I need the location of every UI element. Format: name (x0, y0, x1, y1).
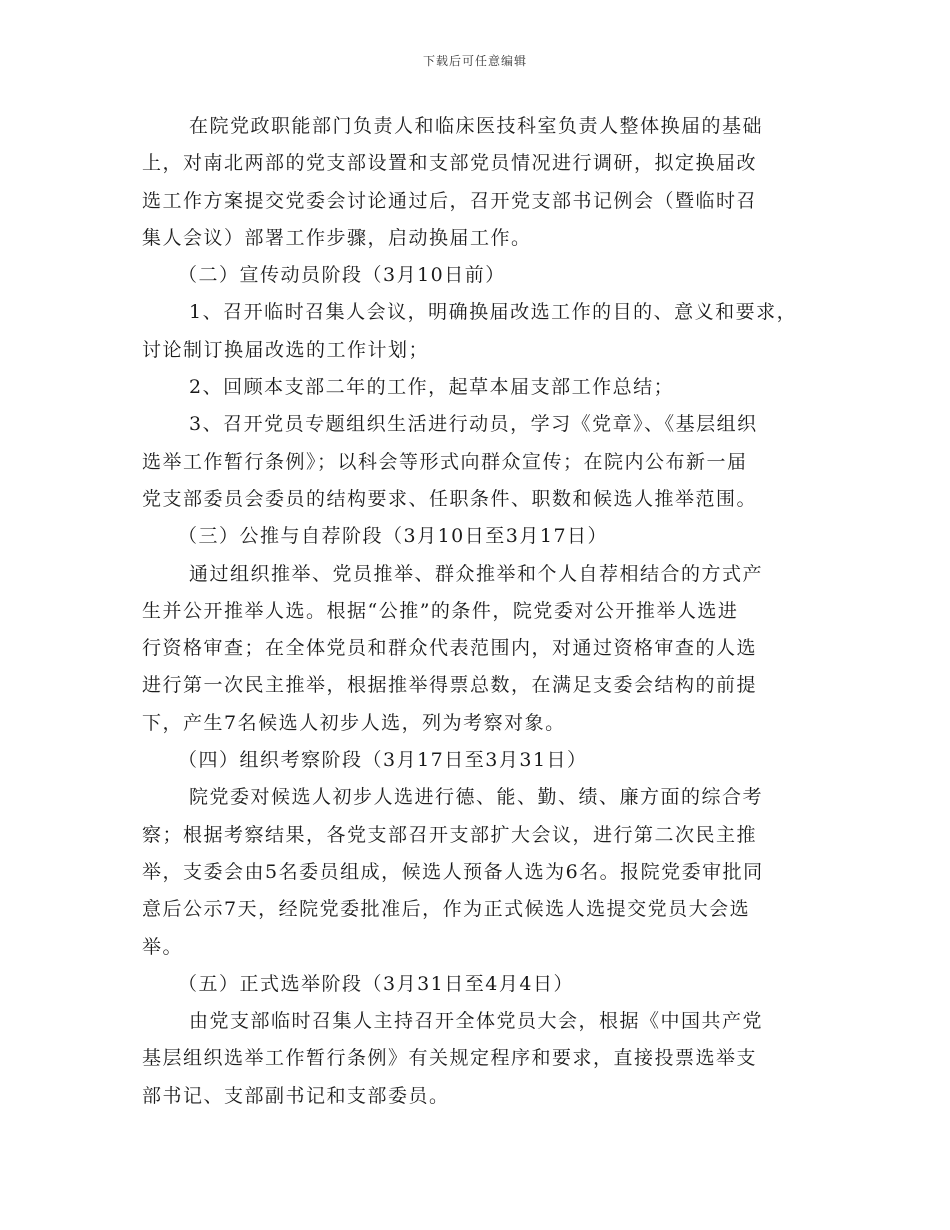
document-line: 意后公示7天，经院党委批准后，作为正式候选人选提交党员大会选 (142, 898, 751, 921)
document-line: 举。 (142, 935, 184, 958)
document-line: 选工作方案提交党委会讨论通过后，召开党支部书记例会（暨临时召 (142, 189, 758, 212)
document-line: 基层组织选举工作暂行条例》有关规定程序和要求，直接投票选举支 (142, 1047, 758, 1070)
document-line: 通过组织推举、党员推举、群众推举和个人自荐相结合的方式产 (189, 562, 764, 585)
document-line: 2、回顾本支部二年的工作，起草本届支部工作总结； (189, 376, 675, 399)
document-line: 举，支委会由5名委员组成，候选人预备人选为6名。报院党委审批同 (142, 860, 764, 883)
document-line: 1、召开临时召集人会议，明确换届改选工作的目的、意义和要求， (189, 301, 798, 324)
document-line: 3、召开党员专题组织生活进行动员，学习《党章》、《基层组织 (189, 413, 758, 436)
document-line: 在院党政职能部门负责人和临床医技科室负责人整体换届的基础 (189, 115, 764, 137)
document-line: 进行第一次民主推举，根据推举得票总数，在满足支委会结构的前提 (142, 674, 758, 697)
document-line: （二）宣传动员阶段（3月10日前） (178, 264, 506, 287)
document-line: 部书记、支部副书记和支部委员。 (142, 1084, 450, 1107)
document-line: 党支部委员会委员的结构要求、任职条件、职数和候选人推举范围。 (142, 487, 758, 510)
document-line: 上，对南北两部的党支部设置和支部党员情况进行调研，拟定换届改 (142, 152, 758, 175)
document-line: 院党委对候选人初步人选进行德、能、勤、绩、廉方面的综合考 (189, 786, 764, 809)
document-line: 选举工作暂行条例》；以科会等形式向群众宣传；在院内公布新一届 (142, 450, 748, 473)
document-line: （三）公推与自荐阶段（3月10日至3月17日） (178, 525, 609, 548)
document-line: 生并公开推举人选。根据“公推”的条件，院党委对公开推举人选进 (142, 599, 739, 622)
document-line: 集人会议）部署工作步骤，启动换届工作。 (142, 226, 532, 249)
document-body (142, 108, 822, 1115)
document-line: 行资格审查；在全体党员和群众代表范围内，对通过资格审查的人选 (142, 637, 758, 660)
document-line: 下，产生7名候选人初步人选，列为考察对象。 (142, 711, 566, 734)
document-line: （五）正式选举阶段（3月31日至4月4日） (178, 972, 574, 995)
document-line: 讨论制订换届改选的工作计划； (142, 338, 430, 361)
document-line: 察；根据考察结果，各党支部召开支部扩大会议，进行第二次民主推 (142, 823, 758, 846)
document-line: 由党支部临时召集人主持召开全体党员大会，根据《中国共产党 (189, 1010, 764, 1033)
page-header-note: 下载后可任意编辑 (422, 54, 527, 68)
document-line: （四）组织考察阶段（3月17日至3月31日） (178, 749, 588, 772)
